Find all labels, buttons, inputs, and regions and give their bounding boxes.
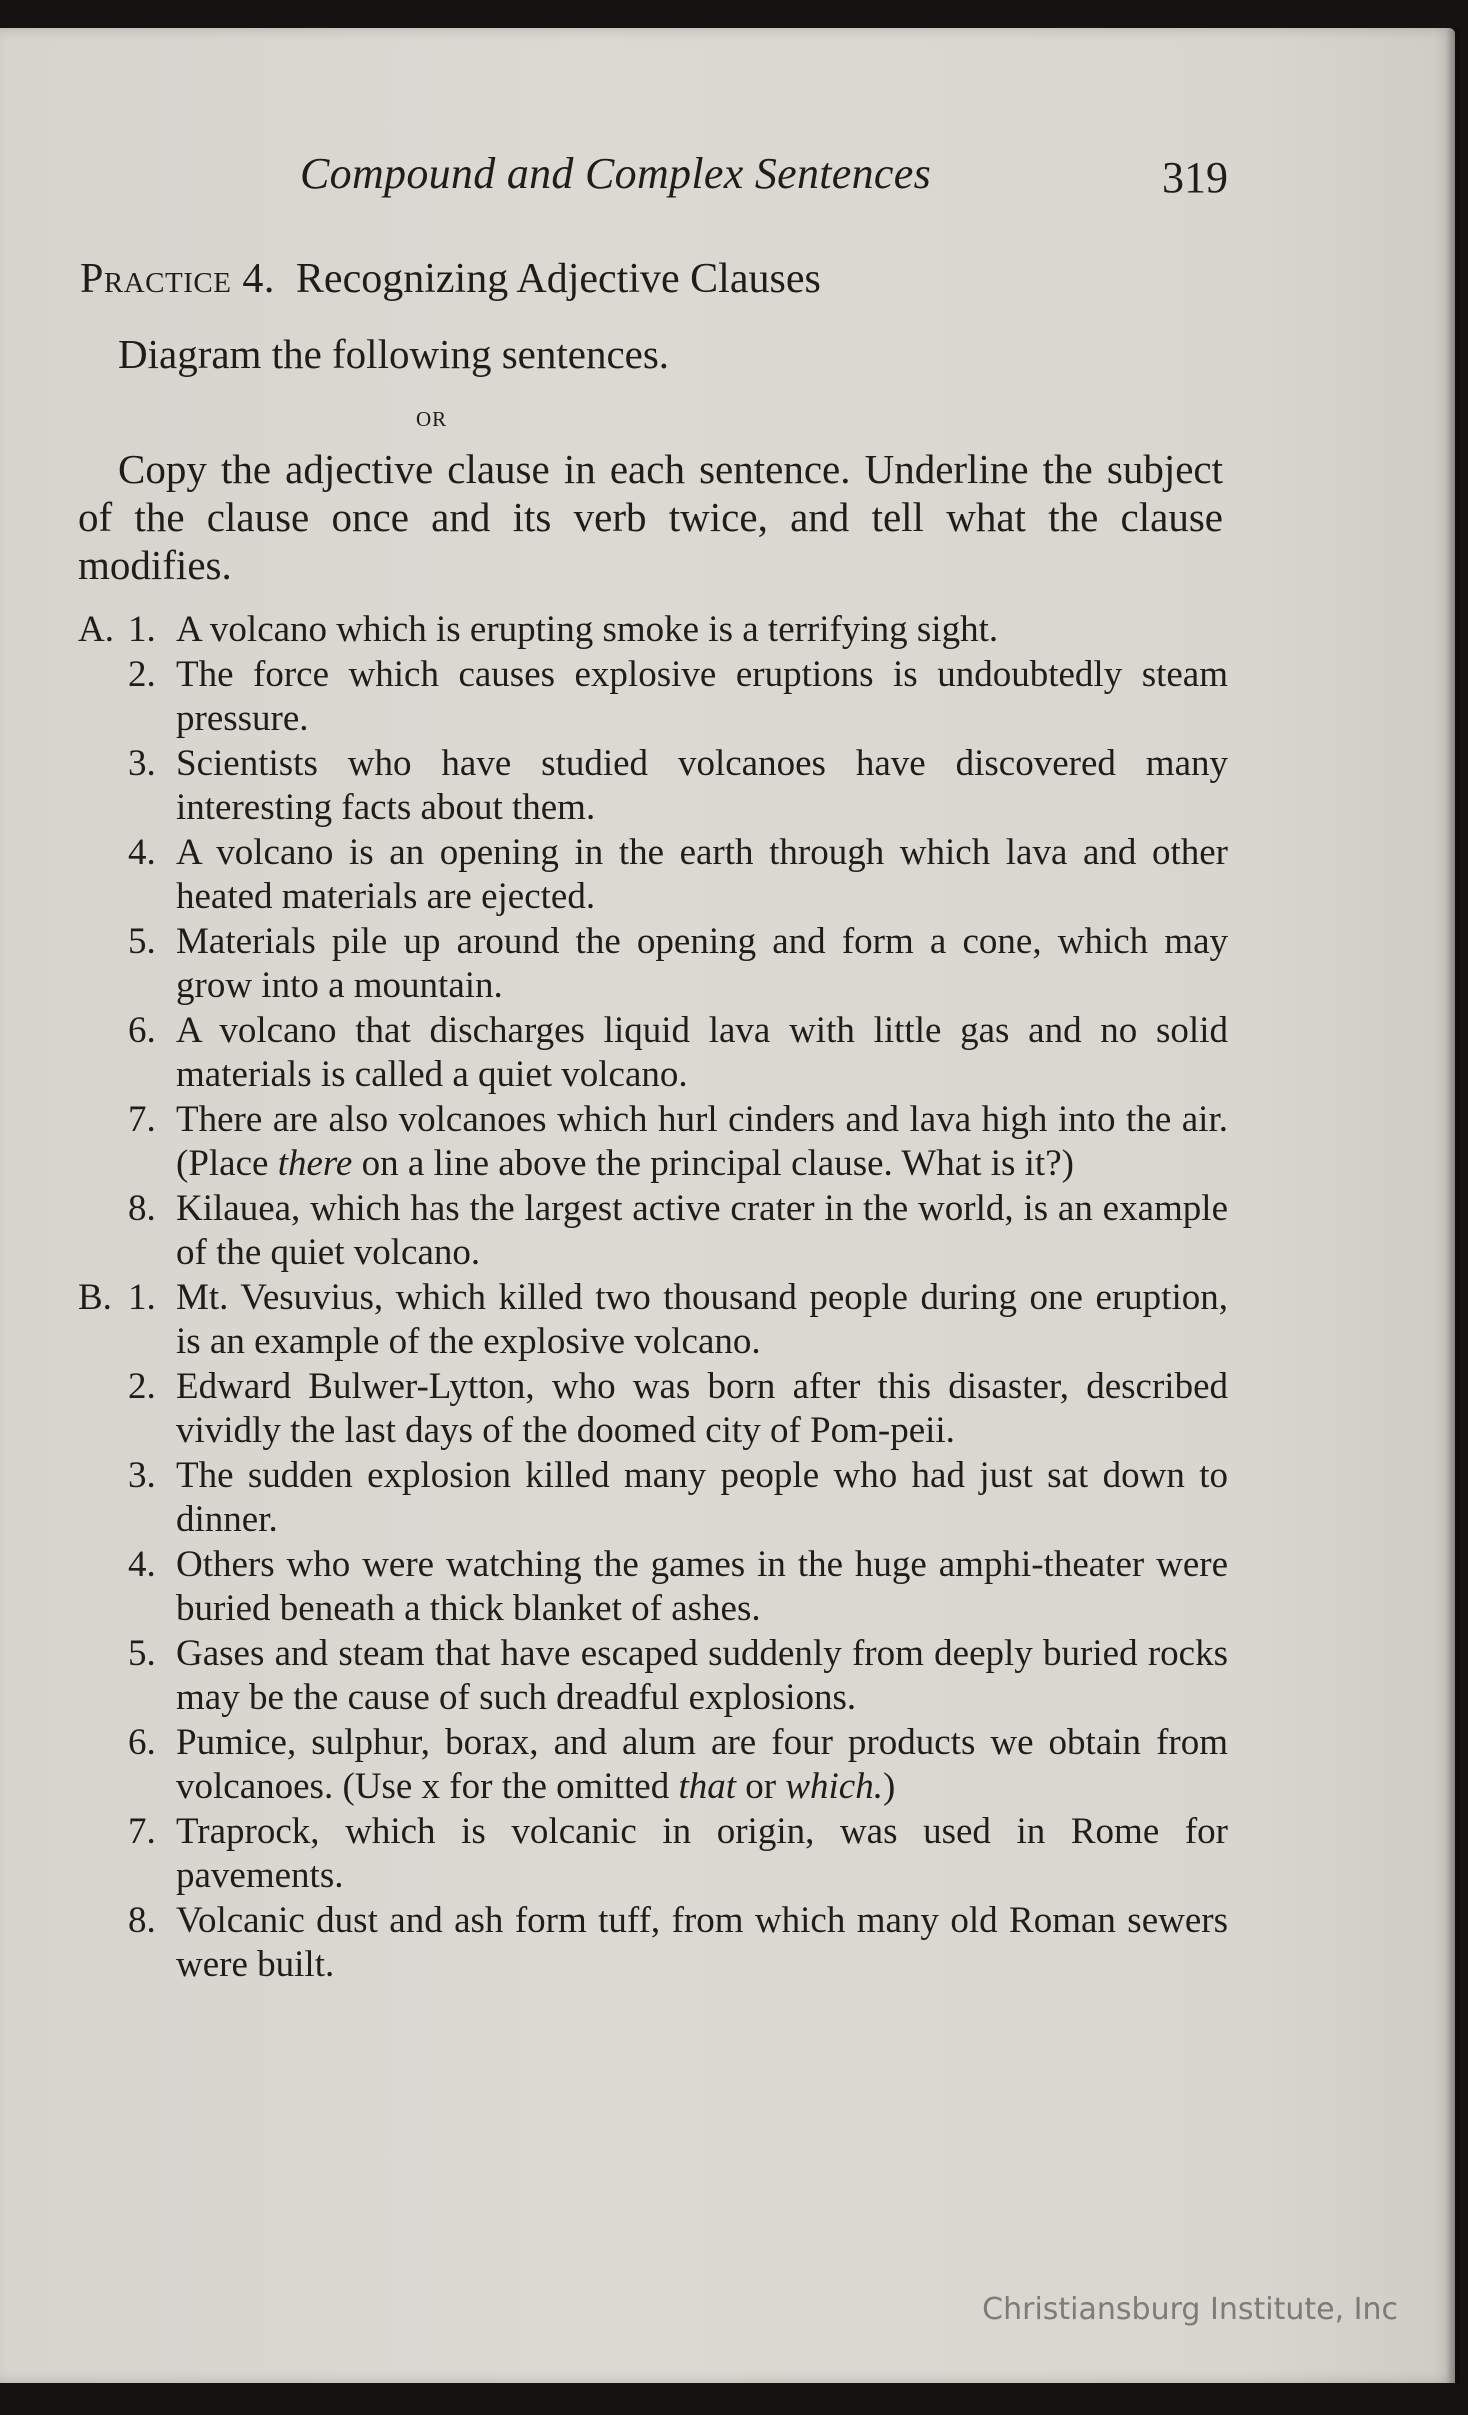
running-head-title: Compound and Complex Sentences <box>300 149 931 198</box>
list-item <box>78 920 1228 1009</box>
item-text-italic: which. <box>785 1766 883 1807</box>
item-text: The force which causes explosive eruptions is undoubtedly steam pressure. <box>176 653 1228 739</box>
list-item <box>78 1721 1228 1810</box>
list-item <box>78 1543 1228 1632</box>
instruction-copy: Copy the adjective clause in each sentence. Underline the subject of the clause once and its verb twice, and tell what the clause modifies. <box>78 446 1223 588</box>
section-label: A. <box>78 609 114 650</box>
item-number: 5. <box>128 1632 156 1674</box>
list-item <box>78 742 1228 831</box>
item-text-part: There are also volcanoes which hurl cinders and lava high into the air. (Place <box>176 1098 1228 1184</box>
item-number: 8. <box>128 1899 156 1941</box>
item-number: 7. <box>128 1098 156 1140</box>
item-number: 2. <box>128 653 156 695</box>
item-text <box>176 1098 1228 1187</box>
item-text <box>176 1721 1228 1810</box>
practice-title: Recognizing Adjective Clauses <box>295 256 821 302</box>
list-item <box>78 1187 1228 1276</box>
item-text-part: ) <box>882 1766 896 1807</box>
list-item <box>78 1009 1228 1098</box>
item-number: 1. <box>128 1276 156 1318</box>
item-number: 3. <box>128 1454 156 1496</box>
watermark-text: Christiansburg Institute, Inc <box>982 2292 1398 2327</box>
item-number: 4. <box>128 831 156 873</box>
list-item <box>78 608 1228 653</box>
item-text: Edward Bulwer-Lytton, who was born after this disaster, described vividly the last days of the doomed city of Pom-peii. <box>176 1365 1228 1451</box>
item-text: Gases and steam that have escaped suddenly from deeply buried rocks may be the cause of such dreadful explosions. <box>176 1632 1228 1718</box>
practice-heading <box>80 255 821 303</box>
item-text: Materials pile up around the opening and form a cone, which may grow into a mountain. <box>176 920 1228 1006</box>
item-text: Others who were watching the games in the huge amphi-theater were buried beneath a thick blanket of ashes. <box>176 1543 1228 1629</box>
list-item <box>78 1632 1228 1721</box>
item-number: 4. <box>128 1543 156 1585</box>
item-text-part: on a line above the principal clause. What is it?) <box>352 1143 1074 1184</box>
list-item <box>78 653 1228 742</box>
exercise-list <box>78 608 1228 1988</box>
item-text: A volcano which is erupting smoke is a terrifying sight. <box>176 609 999 650</box>
instruction-or: or <box>416 400 448 433</box>
item-number: 6. <box>128 1721 156 1763</box>
list-item <box>78 1810 1228 1899</box>
list-item <box>78 1454 1228 1543</box>
item-number: 3. <box>128 742 156 784</box>
item-text: Traprock, which is volcanic in origin, was used in Rome for pavements. <box>176 1810 1228 1896</box>
list-item <box>78 1899 1228 1988</box>
item-text: Mt. Vesuvius, which killed two thousand people during one eruption, is an example of the explosive volcano. <box>176 1276 1228 1362</box>
item-number: 8. <box>128 1187 156 1229</box>
item-number: 5. <box>128 920 156 962</box>
item-number: 1. <box>128 609 156 650</box>
item-text-part: or <box>736 1766 786 1807</box>
item-text-italic: that <box>678 1766 737 1807</box>
item-text: A volcano is an opening in the earth through which lava and other heated materials are ejected. <box>176 831 1228 917</box>
item-number: 7. <box>128 1810 156 1852</box>
item-text-part: Pumice, sulphur, borax, and alum are four products we obtain from volcanoes. (Use x for the omitted <box>176 1721 1228 1807</box>
list-item <box>78 1365 1228 1454</box>
item-text: A volcano that discharges liquid lava with little gas and no solid materials is called a quiet volcano. <box>176 1009 1228 1095</box>
item-text: Volcanic dust and ash form tuff, from which many old Roman sewers were built. <box>176 1899 1228 1985</box>
item-text: The sudden explosion killed many people who had just sat down to dinner. <box>176 1454 1228 1540</box>
section-label: B. <box>78 1276 112 1318</box>
item-text: Kilauea, which has the largest active crater in the world, is an example of the quiet volcano. <box>176 1187 1228 1273</box>
page-number: 319 <box>1162 153 1228 202</box>
practice-label: Practice 4. <box>80 256 275 302</box>
item-number: 2. <box>128 1365 156 1407</box>
list-item <box>78 831 1228 920</box>
item-number: 6. <box>128 1009 156 1051</box>
list-item <box>78 1098 1228 1187</box>
instruction-diagram: Diagram the following sentences. <box>118 331 670 377</box>
item-text-italic: there <box>277 1143 353 1184</box>
page-edge-shadow <box>1446 28 1460 2383</box>
list-item <box>78 1276 1228 1365</box>
item-text: Scientists who have studied volcanoes have discovered many interesting facts about them. <box>176 742 1228 828</box>
